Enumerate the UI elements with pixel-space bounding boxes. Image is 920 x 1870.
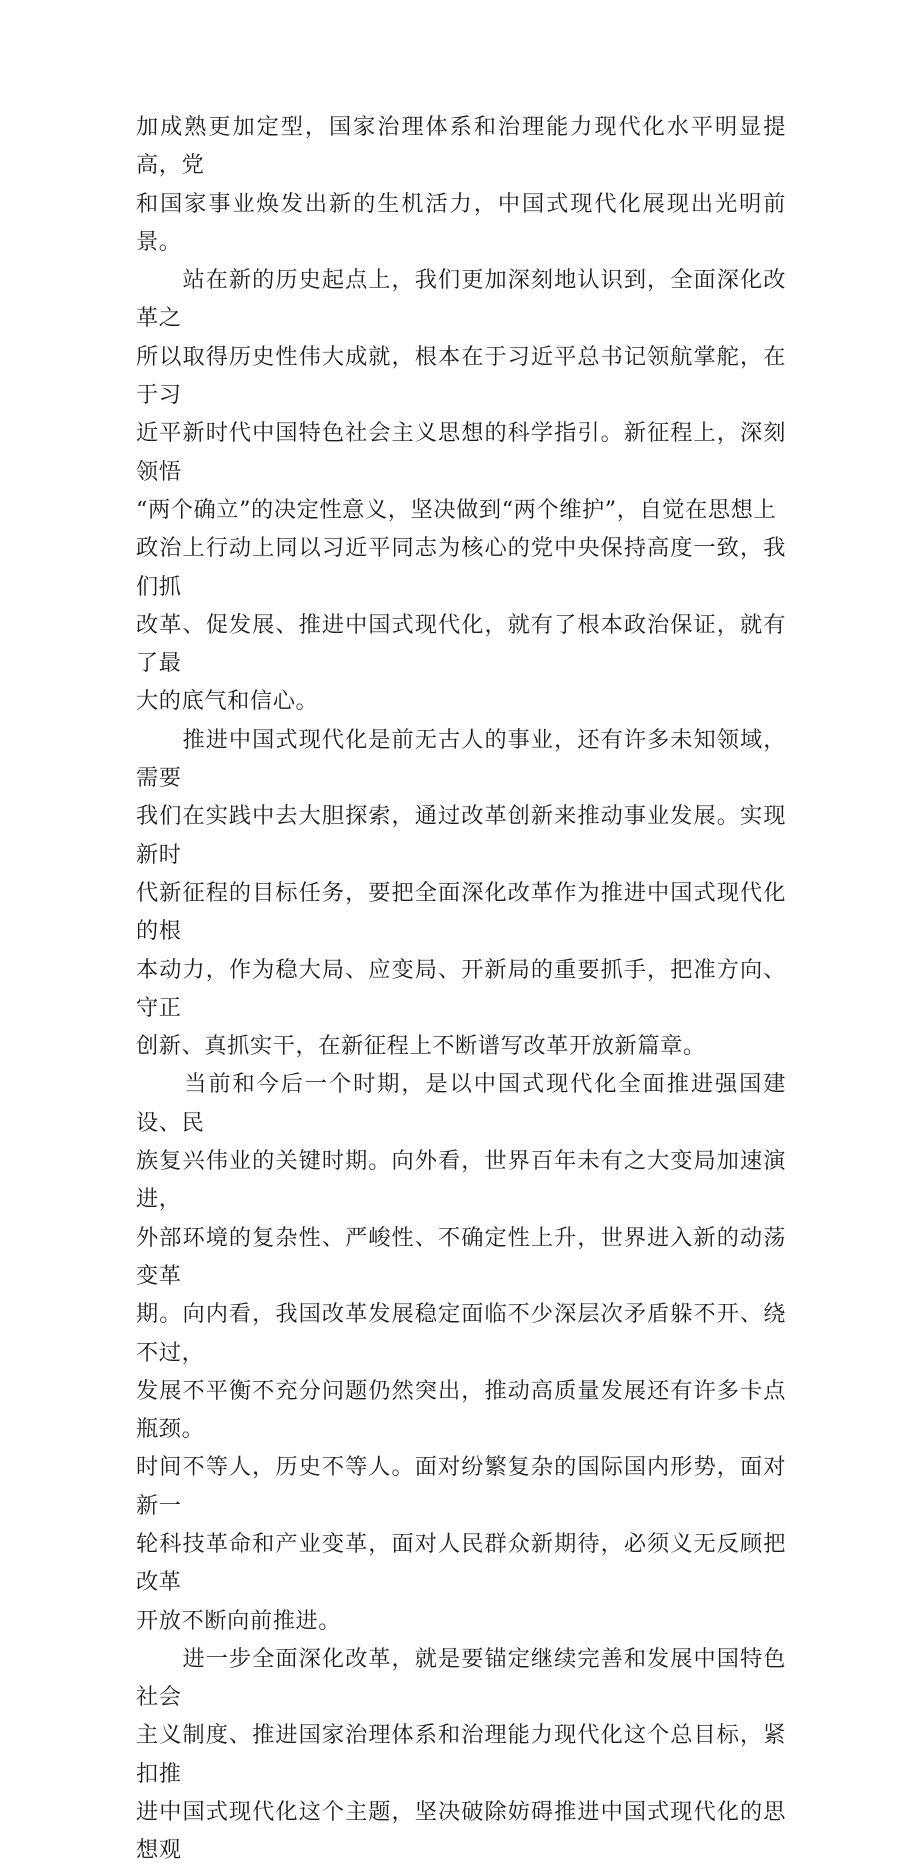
paragraph-3: 推进中国式现代化是前无古人的事业，还有许多未知领域，需要 我们在实践中去大胆探索，通过改革创新来推动事业发展。实现新时 代新征程的目标任务，要把全面深化改革作为推进中国式现代化的根 本动力，作为稳大局、应变局、开新局的重要抓手，把准方向、守正 创新、真抓实干，在新征程上不断谱写改革开放新篇章。: [136, 726, 786, 1060]
paragraph-5: 进一步全面深化改革，就是要锚定继续完善和发展中国特色社会 主义制度、推进国家治理体系和治理能力现代化这个总目标，紧扣推 进中国式现代化这个主题，坚决破除妨碍推进中国式现代化的思想观: [136, 1645, 786, 1864]
paragraph-2: 站在新的历史起点上，我们更加深刻地认识到，全面深化改革之 所以取得历史性伟大成就，根本在于习近平总书记领航掌舵，在于习 近平新时代中国特色社会主义思想的科学指引。新征程上，深刻领悟 “两个确立”的决定性意义，坚决做到“两个维护”，自觉在思想上 政治上行动上同以习近平同志为核心的党中央保持高度一致，我们抓 改革、促发展、推进中国式现代化，就有了根本政治保证，就有了最 大的底气和信心。: [136, 267, 786, 715]
paragraph-1: 加成熟更加定型，国家治理体系和治理能力现代化水平明显提高，党 和国家事业焕发出新的生机活力，中国式现代化展现出光明前景。: [136, 114, 786, 255]
paragraph-4: 当前和今后一个时期，是以中国式现代化全面推进强国建设、民 族复兴伟业的关键时期。向外看，世界百年未有之大变局加速演进， 外部环境的复杂性、严峻性、不确定性上升，世界进入新的动荡变革 期。向内看，我国改革发展稳定面临不少深层次矛盾躲不开、绕不过， 发展不平衡不充分问题仍然突出，推动高质量发展还有许多卡点瓶颈。 时间不等人，历史不等人。面对纷繁复杂的国际国内形势，面对新一 轮科技革命和产业变革，面对人民群众新期待，必须义无反顾把改革 开放不断向前推进。: [136, 1071, 786, 1634]
